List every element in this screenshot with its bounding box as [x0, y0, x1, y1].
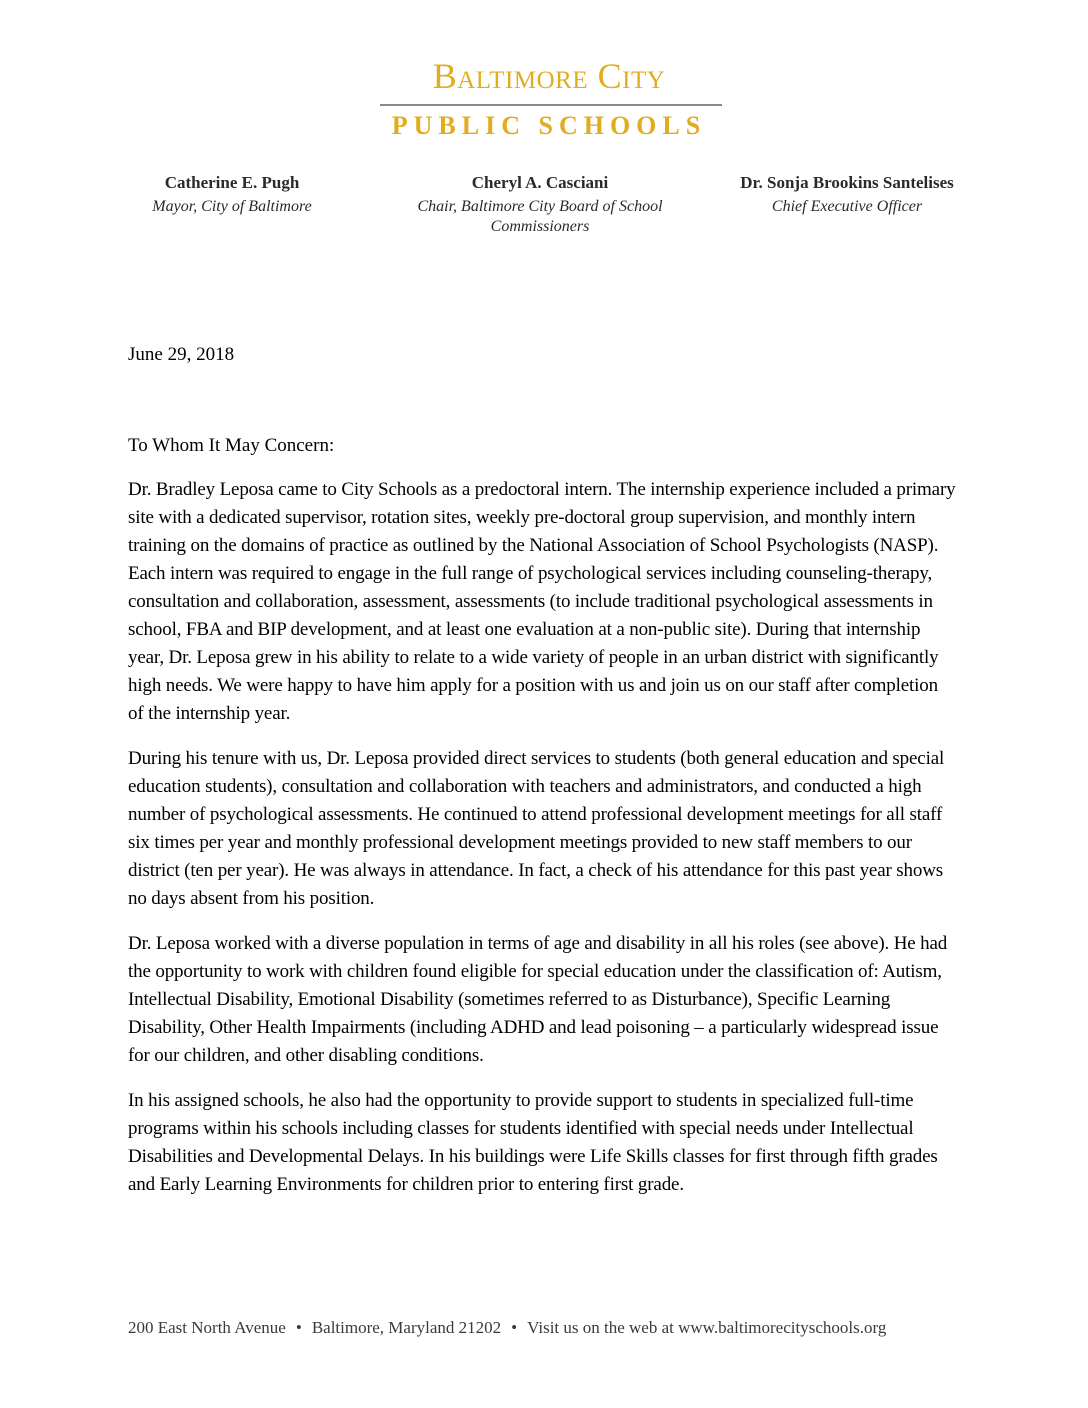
bullet-separator-icon: • — [511, 1318, 518, 1337]
letter-date: June 29, 2018 — [128, 344, 235, 365]
bullet-separator-icon: • — [295, 1318, 302, 1337]
officials-row — [0, 172, 1088, 242]
paragraph-programs: In his assigned schools, he also had the opportunity to provide support to students in specialized full-time programs within his schools including classes for students identified with special needs under Intellectual Disabilities and Developmental Delays. In his buildings were Life Skills classes for first through fifth grades and Early Learning Environments for children prior to entering first grade. — [128, 1090, 938, 1195]
official-mayor — [102, 172, 362, 217]
footer-website: Visit us on the web at www.baltimorecityschools.org — [527, 1318, 887, 1337]
letter-paragraphs — [128, 476, 958, 1216]
official-title: Chair, Baltimore City Board of School Commissioners — [417, 198, 663, 235]
paragraph-population: Dr. Leposa worked with a diverse population in terms of age and disability in all his roles (see above). He had the opportunity to work with children found eligible for special education under the classification of: Autism, Intellectual Disability, Emotional Disability (sometimes referred to as Disturbance), Specific Learning Disability, Other Health Impairments (including ADHD and lead poisoning – a particularly widespread issue for our children, and other disabling conditions. — [128, 933, 948, 1066]
official-title: Mayor, City of Baltimore — [152, 198, 312, 215]
footer-address: 200 East North Avenue — [128, 1318, 286, 1337]
official-ceo — [697, 172, 997, 217]
letter-body — [128, 341, 958, 1195]
brand-subtitle: PUBLIC SCHOOLS — [391, 111, 707, 140]
footer-city: Baltimore, Maryland 21202 — [311, 1318, 502, 1337]
brand-name: Baltimore City — [432, 56, 666, 96]
official-name: Cheryl A. Casciani — [471, 173, 609, 192]
official-name: Catherine E. Pugh — [164, 173, 300, 192]
paragraph-internship: Dr. Bradley Leposa came to City Schools as a predoctoral intern. The internship experience included a primary site with a dedicated supervisor, rotation sites, weekly pre-doctoral group supervision, and monthly intern training on the domains of practice as outlined by the National Association of School Psychologists (NASP). Each intern was required to engage in the full range of psychological services including counseling-therapy, consultation and collaboration, assessment, assessments (to include traditional psychological assessments in school, FBA and BIP development, and at least one evaluation at a non-public site). During that internship year, Dr. Leposa grew in his ability to relate to a wide variety of people in an urban district with significantly high needs. We were happy to have him apply for a position with us and join us on our staff after completion of the internship year. — [128, 479, 956, 724]
official-board-chair — [405, 172, 675, 237]
official-name: Dr. Sonja Brookins Santelises — [740, 173, 954, 192]
paragraph-tenure: During his tenure with us, Dr. Leposa provided direct services to students (both general education and special education students), consultation and collaboration with teachers and administrators, and conducted a high number of psychological assessments. He continued to attend professional development meetings for all staff six times per year and monthly professional development meetings provided to new staff members to our district (ten per year). He was always in attendance. In fact, a check of his attendance for this past year shows no days absent from his position. — [128, 748, 945, 909]
brand-divider — [380, 104, 722, 106]
letter-salutation: To Whom It May Concern: — [128, 435, 335, 456]
letter-footer — [128, 1318, 958, 1338]
official-title: Chief Executive Officer — [771, 198, 923, 215]
